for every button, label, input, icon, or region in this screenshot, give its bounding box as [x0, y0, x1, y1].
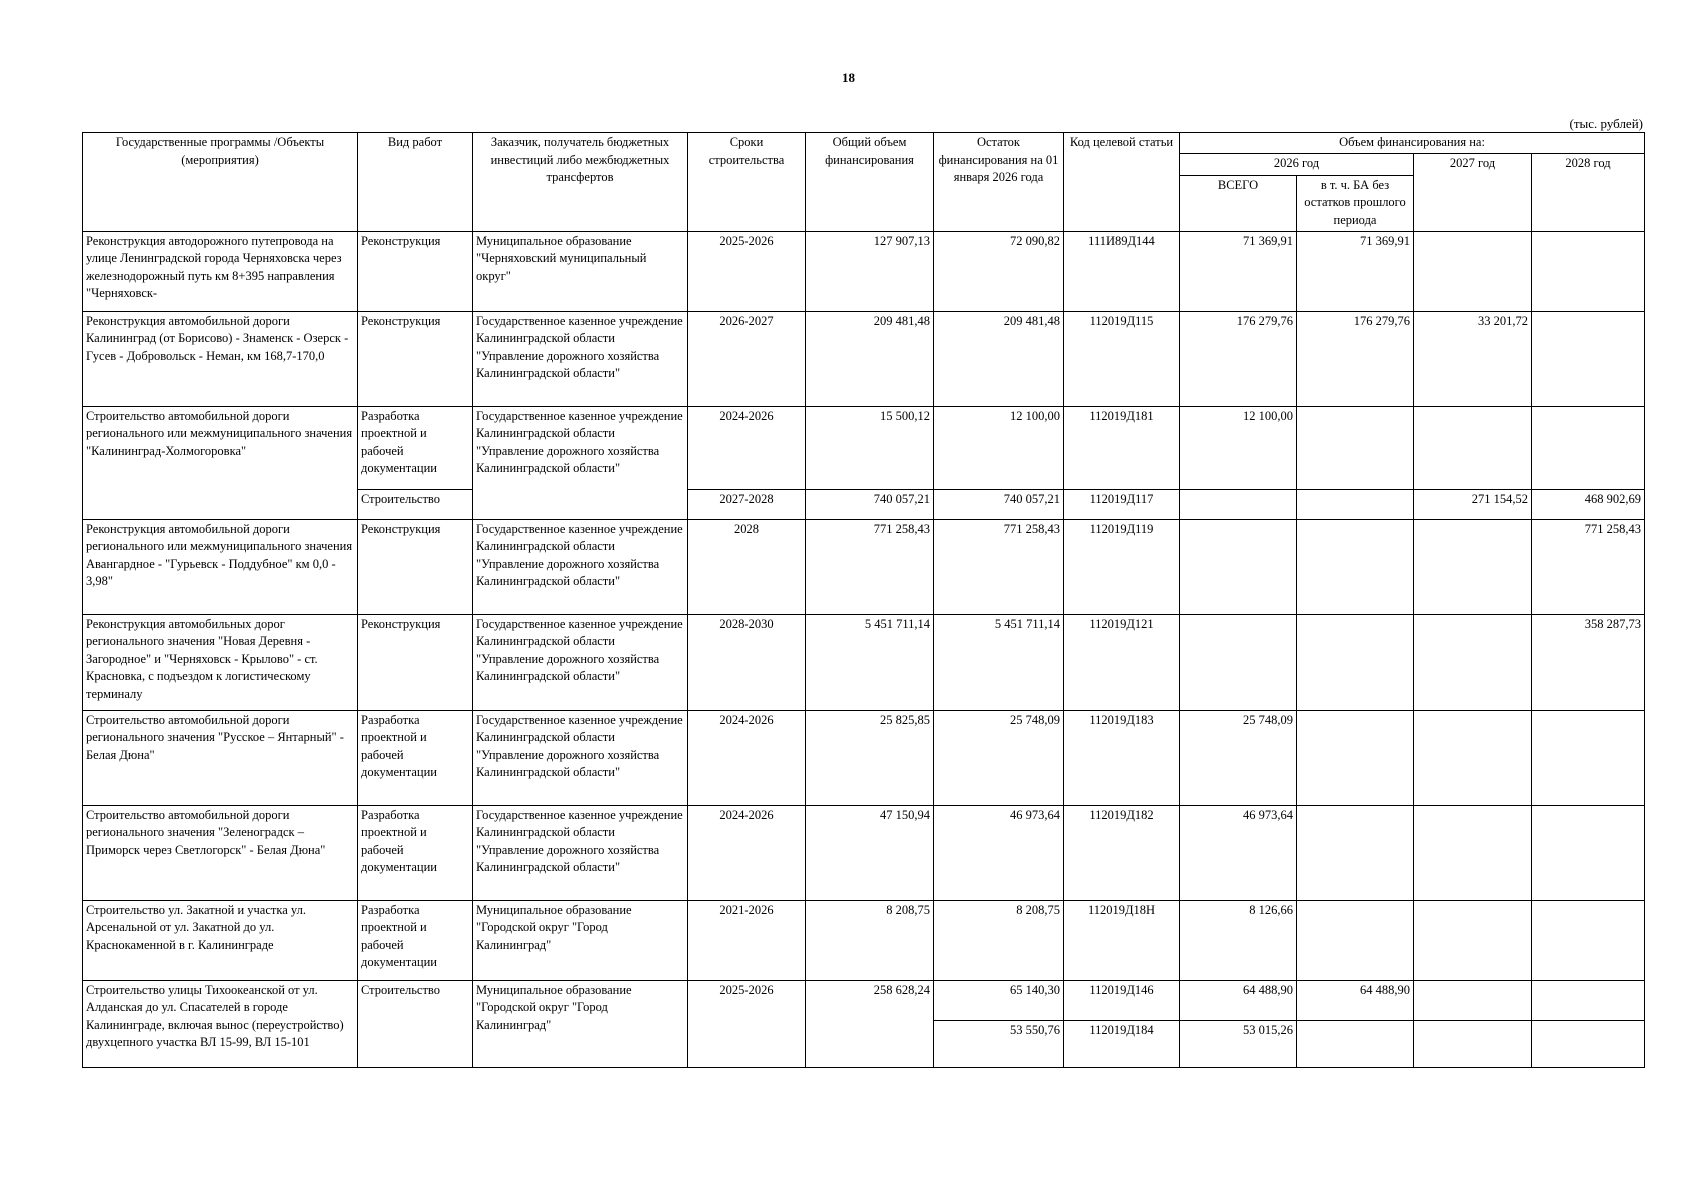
header-funding: Объем финансирования на: — [1180, 133, 1645, 154]
cell-period: 2024-2026 — [688, 710, 806, 805]
cell-2028 — [1532, 406, 1645, 489]
cell-period: 2028 — [688, 519, 806, 614]
header-2026: 2026 год — [1180, 153, 1414, 175]
header-period: Сроки строительства — [688, 133, 806, 232]
page-number: 18 — [842, 70, 855, 85]
cell-period: 2025-2026 — [688, 980, 806, 1067]
cell-total: 740 057,21 — [806, 489, 934, 519]
cell-all-2026: 64 488,90 — [1180, 980, 1297, 1020]
cell-2027 — [1414, 519, 1532, 614]
cell-2027: 33 201,72 — [1414, 311, 1532, 406]
table-row — [83, 805, 1645, 900]
cell-work-type: Разработка проектной и рабочей документации — [358, 406, 473, 489]
cell-remaining: 72 090,82 — [934, 231, 1064, 311]
cell-code: 111И89Д144 — [1064, 231, 1180, 311]
cell-remaining: 65 140,30 — [934, 980, 1064, 1020]
cell-customer: Муниципальное образование "Черняховский муниципальный округ" — [473, 231, 688, 311]
table-row — [83, 311, 1645, 406]
cell-incl-2026 — [1297, 710, 1414, 805]
cell-total: 8 208,75 — [806, 900, 934, 980]
table-row — [83, 231, 1645, 311]
cell-customer: Государственное казенное учреждение Калининградской области "Управление дорожного хозяйства Калининградской области" — [473, 710, 688, 805]
cell-work-type: Строительство — [358, 489, 473, 519]
cell-customer: Муниципальное образование "Городской округ "Город Калининград" — [473, 980, 688, 1067]
cell-remaining: 53 550,76 — [934, 1020, 1064, 1067]
cell-total: 15 500,12 — [806, 406, 934, 489]
cell-program: Строительство ул. Закатной и участка ул. Арсенальной от ул. Закатной до ул. Краснокаменной в г. Калининграде — [83, 900, 358, 980]
cell-code: 112019Д117 — [1064, 489, 1180, 519]
cell-period: 2026-2027 — [688, 311, 806, 406]
cell-2027 — [1414, 805, 1532, 900]
cell-work-type: Реконструкция — [358, 311, 473, 406]
cell-2027 — [1414, 900, 1532, 980]
cell-all-2026 — [1180, 489, 1297, 519]
cell-incl-2026: 71 369,91 — [1297, 231, 1414, 311]
cell-work-type: Реконструкция — [358, 231, 473, 311]
cell-remaining: 5 451 711,14 — [934, 614, 1064, 710]
cell-2028 — [1532, 1020, 1645, 1067]
financing-table — [82, 132, 1645, 1068]
cell-2028 — [1532, 311, 1645, 406]
cell-work-type: Реконструкция — [358, 614, 473, 710]
cell-2028 — [1532, 710, 1645, 805]
cell-work-type: Разработка проектной и рабочей документации — [358, 710, 473, 805]
cell-incl-2026 — [1297, 614, 1414, 710]
cell-2028: 771 258,43 — [1532, 519, 1645, 614]
cell-all-2026: 12 100,00 — [1180, 406, 1297, 489]
cell-2028: 468 902,69 — [1532, 489, 1645, 519]
cell-remaining: 12 100,00 — [934, 406, 1064, 489]
cell-program: Строительство автомобильной дороги регионального значения "Русское – Янтарный" - Белая Дюна" — [83, 710, 358, 805]
cell-work-type: Разработка проектной и рабочей документации — [358, 805, 473, 900]
table-row — [83, 980, 1645, 1020]
cell-program: Реконструкция автомобильных дорог регионального значения "Новая Деревня - Загородное" и "Черняховск - Крылово" - ст. Красновка, с подъездом к логистическому терминалу — [83, 614, 358, 710]
header-2027: 2027 год — [1414, 153, 1532, 231]
cell-incl-2026 — [1297, 406, 1414, 489]
table-row — [83, 614, 1645, 710]
cell-total: 209 481,48 — [806, 311, 934, 406]
cell-code: 112019Д121 — [1064, 614, 1180, 710]
cell-customer: Государственное казенное учреждение Калининградской области "Управление дорожного хозяйства Калининградской области" — [473, 805, 688, 900]
table-row — [83, 900, 1645, 980]
cell-total: 127 907,13 — [806, 231, 934, 311]
cell-code: 112019Д119 — [1064, 519, 1180, 614]
cell-all-2026: 8 126,66 — [1180, 900, 1297, 980]
cell-total: 25 825,85 — [806, 710, 934, 805]
cell-total: 5 451 711,14 — [806, 614, 934, 710]
cell-program: Строительство автомобильной дороги регионального или межмуниципального значения "Калининград-Холмогоровка" — [83, 406, 358, 519]
cell-program: Реконструкция автомобильной дороги регионального или межмуниципального значения Авангардное - "Гурьевск - Поддубное" км 0,0 - 3,98" — [83, 519, 358, 614]
cell-code: 112019Д115 — [1064, 311, 1180, 406]
cell-all-2026: 46 973,64 — [1180, 805, 1297, 900]
cell-remaining: 25 748,09 — [934, 710, 1064, 805]
cell-incl-2026 — [1297, 1020, 1414, 1067]
cell-period: 2024-2026 — [688, 406, 806, 489]
header-2028: 2028 год — [1532, 153, 1645, 231]
cell-2027 — [1414, 406, 1532, 489]
cell-work-type: Реконструкция — [358, 519, 473, 614]
cell-code: 112019Д183 — [1064, 710, 1180, 805]
cell-incl-2026 — [1297, 900, 1414, 980]
cell-code: 112019Д146 — [1064, 980, 1180, 1020]
header-program: Государственные программы /Объекты (мероприятия) — [83, 133, 358, 232]
header-all: ВСЕГО — [1180, 175, 1297, 231]
cell-total: 47 150,94 — [806, 805, 934, 900]
cell-2027 — [1414, 614, 1532, 710]
cell-period: 2021-2026 — [688, 900, 806, 980]
table-row — [83, 519, 1645, 614]
cell-2027 — [1414, 1020, 1532, 1067]
cell-2028 — [1532, 900, 1645, 980]
cell-2028 — [1532, 980, 1645, 1020]
cell-2027 — [1414, 710, 1532, 805]
cell-remaining: 740 057,21 — [934, 489, 1064, 519]
cell-2028 — [1532, 231, 1645, 311]
cell-2028 — [1532, 805, 1645, 900]
cell-period: 2027-2028 — [688, 489, 806, 519]
header-customer: Заказчик, получатель бюджетных инвестиций либо межбюджетных трансфертов — [473, 133, 688, 232]
header-code: Код целевой статьи — [1064, 133, 1180, 232]
cell-2027 — [1414, 980, 1532, 1020]
cell-all-2026: 25 748,09 — [1180, 710, 1297, 805]
header-incl: в т. ч. БА без остатков прошлого периода — [1297, 175, 1414, 231]
header-work-type: Вид работ — [358, 133, 473, 232]
cell-code: 112019Д182 — [1064, 805, 1180, 900]
cell-work-type: Разработка проектной и рабочей документации — [358, 900, 473, 980]
cell-work-type: Строительство — [358, 980, 473, 1067]
header-total: Общий объем финансирования — [806, 133, 934, 232]
cell-incl-2026 — [1297, 805, 1414, 900]
cell-period: 2025-2026 — [688, 231, 806, 311]
cell-period: 2024-2026 — [688, 805, 806, 900]
header-remaining: Остаток финансирования на 01 января 2026 года — [934, 133, 1064, 232]
cell-all-2026 — [1180, 614, 1297, 710]
cell-incl-2026 — [1297, 519, 1414, 614]
cell-remaining: 209 481,48 — [934, 311, 1064, 406]
cell-all-2026 — [1180, 519, 1297, 614]
cell-remaining: 46 973,64 — [934, 805, 1064, 900]
units-label: (тыс. рублей) — [1569, 116, 1643, 131]
cell-customer: Муниципальное образование "Городской округ "Город Калининград" — [473, 900, 688, 980]
cell-customer: Государственное казенное учреждение Калининградской области "Управление дорожного хозяйства Калининградской области" — [473, 614, 688, 710]
cell-total: 771 258,43 — [806, 519, 934, 614]
cell-incl-2026: 176 279,76 — [1297, 311, 1414, 406]
cell-total: 258 628,24 — [806, 980, 934, 1067]
cell-all-2026: 71 369,91 — [1180, 231, 1297, 311]
cell-remaining: 8 208,75 — [934, 900, 1064, 980]
cell-period: 2028-2030 — [688, 614, 806, 710]
cell-all-2026: 176 279,76 — [1180, 311, 1297, 406]
cell-2027: 271 154,52 — [1414, 489, 1532, 519]
cell-code: 112019Д184 — [1064, 1020, 1180, 1067]
cell-customer: Государственное казенное учреждение Калининградской области "Управление дорожного хозяйства Калининградской области" — [473, 519, 688, 614]
cell-program: Реконструкция автомобильной дороги Калининград (от Борисово) - Знаменск - Озерск - Гусев - Добровольск - Неман, км 168,7-170,0 — [83, 311, 358, 406]
cell-remaining: 771 258,43 — [934, 519, 1064, 614]
cell-customer: Государственное казенное учреждение Калининградской области "Управление дорожного хозяйства Калининградской области" — [473, 311, 688, 406]
cell-2027 — [1414, 231, 1532, 311]
cell-program: Реконструкция автодорожного путепровода на улице Ленинградской города Черняховска через железнодорожный путь км 8+395 направления "Черняховск- — [83, 231, 358, 311]
cell-program: Строительство улицы Тихоокеанской от ул. Алданская до ул. Спасателей в городе Калининграде, включая вынос (переустройство) двухцепного участка ВЛ 15-99, ВЛ 15-101 — [83, 980, 358, 1067]
cell-incl-2026: 64 488,90 — [1297, 980, 1414, 1020]
cell-2028: 358 287,73 — [1532, 614, 1645, 710]
cell-incl-2026 — [1297, 489, 1414, 519]
cell-code: 112019Д18Н — [1064, 900, 1180, 980]
table-row — [83, 406, 1645, 489]
cell-code: 112019Д181 — [1064, 406, 1180, 489]
cell-all-2026: 53 015,26 — [1180, 1020, 1297, 1067]
cell-customer: Государственное казенное учреждение Калининградской области "Управление дорожного хозяйства Калининградской области" — [473, 406, 688, 519]
table-row — [83, 710, 1645, 805]
cell-program: Строительство автомобильной дороги регионального значения "Зеленоградск – Приморск через Светлогорск" - Белая Дюна" — [83, 805, 358, 900]
